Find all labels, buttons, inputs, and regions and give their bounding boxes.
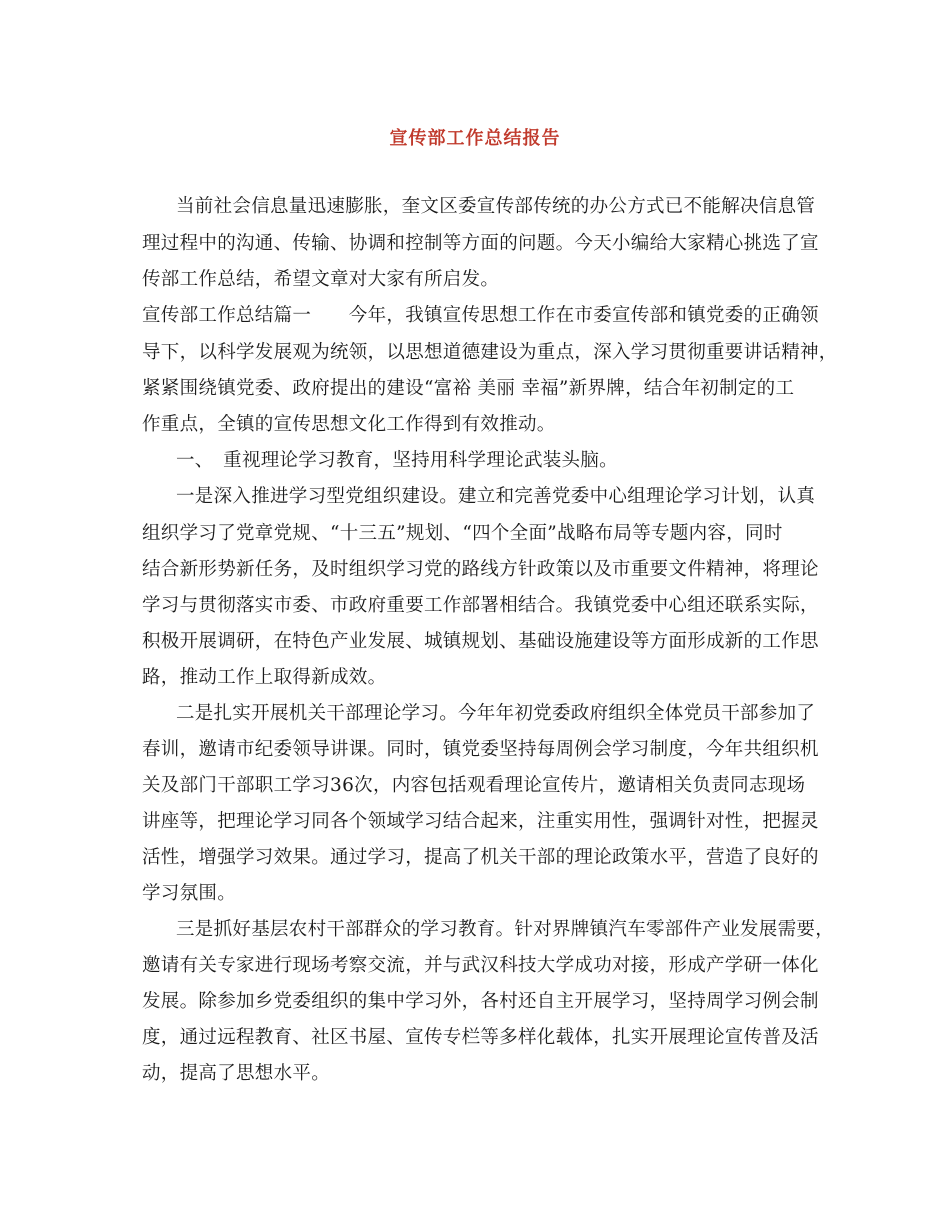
paragraph-line: 路，推动工作上取得新成效。 [142,667,387,688]
paragraph-line: 结合新形势新任务，及时组织学习党的路线方针政策以及市重要文件精神，将理论 [142,559,819,580]
paragraph-line: 紧紧围绕镇党委、政府提出的建设“富裕 美丽 幸福”新界牌，结合年初制定的工 [142,378,795,399]
paragraph-line: 动，提高了思想水平。 [142,1063,331,1084]
paragraph-line: 发展。除参加乡党委组织的集中学习外，各村还自主开展学习，坚持周学习例会制 [142,991,819,1012]
paragraph-line: 传部工作总结，希望文章对大家有所启发。 [142,269,500,290]
paragraph-line: 讲座等，把理论学习同各个领域学习结合起来，注重实用性，强调针对性，把握灵 [142,811,819,832]
paragraph-line: 积极开展调研，在特色产业发展、城镇规划、基础设施建设等方面形成新的工作思 [142,631,819,652]
paragraph-line: 活性，增强学习效果。通过学习，提高了机关干部的理论政策水平，营造了良好的 [142,847,819,868]
document-title: 宣传部工作总结报告 [389,128,561,149]
section-heading: 一、 重视理论学习教育，坚持用科学理论武装头脑。 [176,450,618,471]
paragraph-line: 作重点，全镇的宣传思想文化工作得到有效推动。 [142,414,556,435]
paragraph-line: 理过程中的沟通、传输、协调和控制等方面的问题。今天小编给大家精心挑选了宣 [142,233,819,254]
paragraph-line: 学习与贯彻落实市委、市政府重要工作部署相结合。我镇党委中心组还联系实际， [142,595,819,616]
paragraph-line: 组织学习了党章党规、“十三五”规划、“四个全面”战略布局等专题内容，同时 [142,523,783,544]
paragraph-line: 度，通过远程教育、社区书屋、宣传专栏等多样化载体，扎实开展理论宣传普及活 [142,1027,819,1048]
paragraph-line: 当前社会信息量迅速膨胀，奎文区委宣传部传统的办公方式已不能解决信息管 [176,196,816,217]
paragraph-line: 邀请有关专家进行现场考察交流，并与武汉科技大学成功对接，形成产学研一体化 [142,955,819,976]
paragraph-line: 学习氛围。 [142,883,237,904]
paragraph-line: 导下，以科学发展观为统领，以思想道德建设为重点，深入学习贯彻重要讲话精神， [142,342,838,363]
paragraph-line: 春训，邀请市纪委领导讲课。同时，镇党委坚持每周例会学习制度，今年共组织机 [142,739,819,760]
paragraph-line: 一是深入推进学习型党组织建设。建立和完善党委中心组理论学习计划，认真 [176,486,816,507]
paragraph-line: 关及部门干部职工学习36次，内容包括观看理论宣传片，邀请相关负责同志现场 [142,775,806,796]
paragraph-line: 二是扎实开展机关干部理论学习。今年年初党委政府组织全体党员干部参加了 [176,703,816,724]
paragraph-line: 宣传部工作总结篇一 今年，我镇宣传思想工作在市委宣传部和镇党委的正确领 [142,305,819,326]
paragraph-line: 三是抓好基层农村干部群众的学习教育。针对界牌镇汽车零部件产业发展需要， [176,919,835,940]
